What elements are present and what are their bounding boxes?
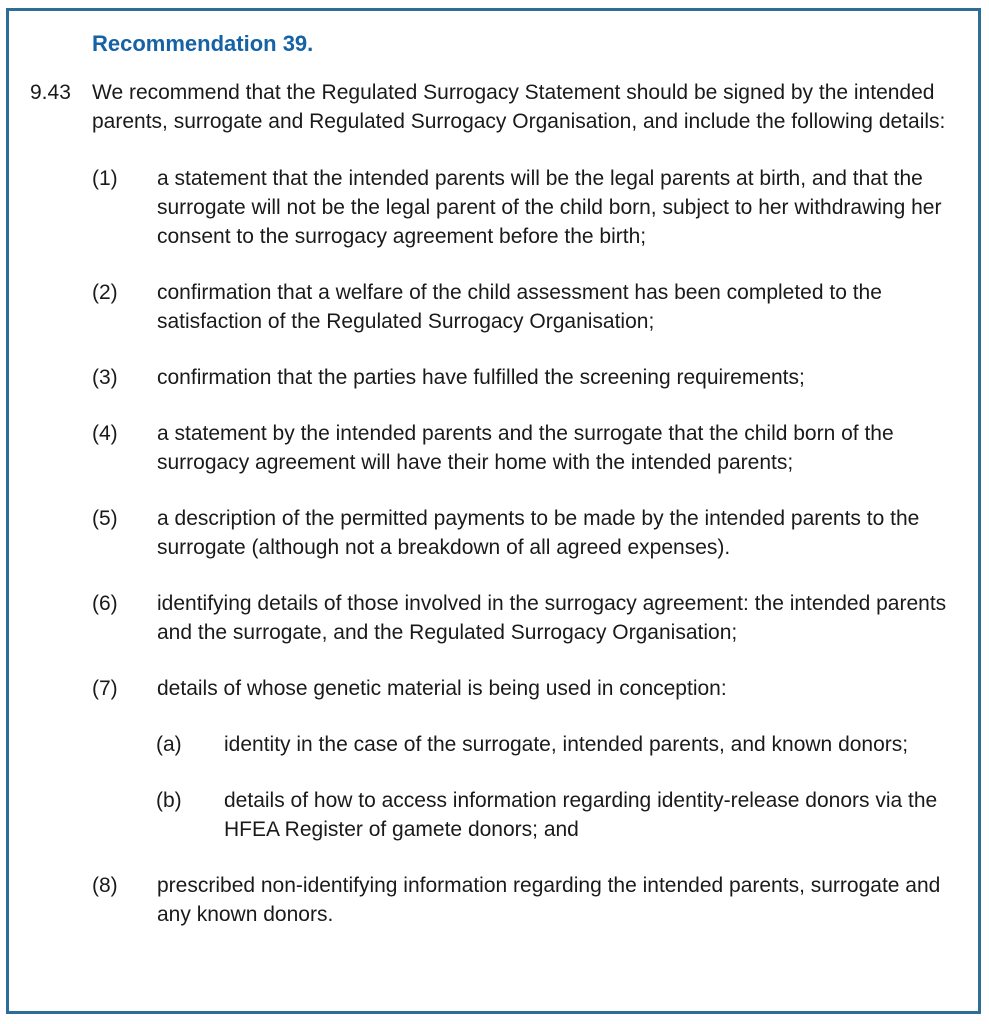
list-item-5: [92, 504, 950, 562]
list-item-8-text: prescribed non-identifying information regarding the intended parents, surrogate and any known donors.: [157, 874, 941, 926]
recommendation-heading: Recommendation 39.: [92, 31, 314, 56]
list-subitem-7b-text: details of how to access information regarding identity-release donors via the HFEA Register of gamete donors; and: [224, 789, 938, 841]
list-item-6-text: identifying details of those involved in the surrogacy agreement: the intended parents and the surrogate, and the Regulated Surrogacy Organisation;: [157, 592, 947, 644]
list-item-7-marker: (7): [92, 677, 118, 700]
list-item-1-marker: (1): [92, 167, 118, 190]
list-item-7: [92, 674, 950, 703]
list-item-3-marker: (3): [92, 366, 118, 389]
list-item-2-text: confirmation that a welfare of the child assessment has been completed to the satisfaction of the Regulated Surrogacy Organisation;: [157, 281, 882, 333]
list-item-3: [92, 363, 950, 392]
list-item-4: [92, 419, 950, 477]
list-item-1: [92, 164, 950, 251]
list-item-1-text: a statement that the intended parents will be the legal parents at birth, and that the surrogate will not be the legal parent of the child born, subject to her withdrawing her consent to the surrogacy agreement before the birth;: [157, 167, 942, 248]
list-subitem-7a-marker: (a): [156, 733, 182, 756]
list-item-6-marker: (6): [92, 592, 118, 615]
list-item-5-text: a description of the permitted payments to be made by the intended parents to the surrogate (although not a breakdown of all agreed expenses).: [157, 507, 920, 559]
list-subitem-7a: [156, 730, 950, 759]
list-item-5-marker: (5): [92, 507, 118, 530]
paragraph-text: We recommend that the Regulated Surrogacy Statement should be signed by the intended parents, surrogate and Regulated Surrogacy Organisation, and include the following details:: [92, 81, 946, 133]
list-item-4-marker: (4): [92, 422, 118, 445]
list-item-8: [92, 871, 950, 929]
list-item-3-text: confirmation that the parties have fulfilled the screening requirements;: [157, 366, 805, 389]
paragraph-number: 9.43: [30, 81, 71, 104]
list-item-8-marker: (8): [92, 874, 118, 897]
list-subitem-7b-marker: (b): [156, 789, 182, 812]
list-item-2: [92, 278, 950, 336]
list-item-7-text: details of whose genetic material is being used in conception:: [157, 677, 727, 700]
recommendation-box: [6, 8, 981, 1014]
list-item-4-text: a statement by the intended parents and the surrogate that the child born of the surrogacy agreement will have their home with the intended parents;: [157, 422, 894, 474]
list-subitem-7a-text: identity in the case of the surrogate, intended parents, and known donors;: [224, 733, 909, 756]
list-item-2-marker: (2): [92, 281, 118, 304]
paragraph-9-43: [30, 78, 950, 136]
list-item-6: [92, 589, 950, 647]
list-subitem-7b: [156, 786, 950, 844]
